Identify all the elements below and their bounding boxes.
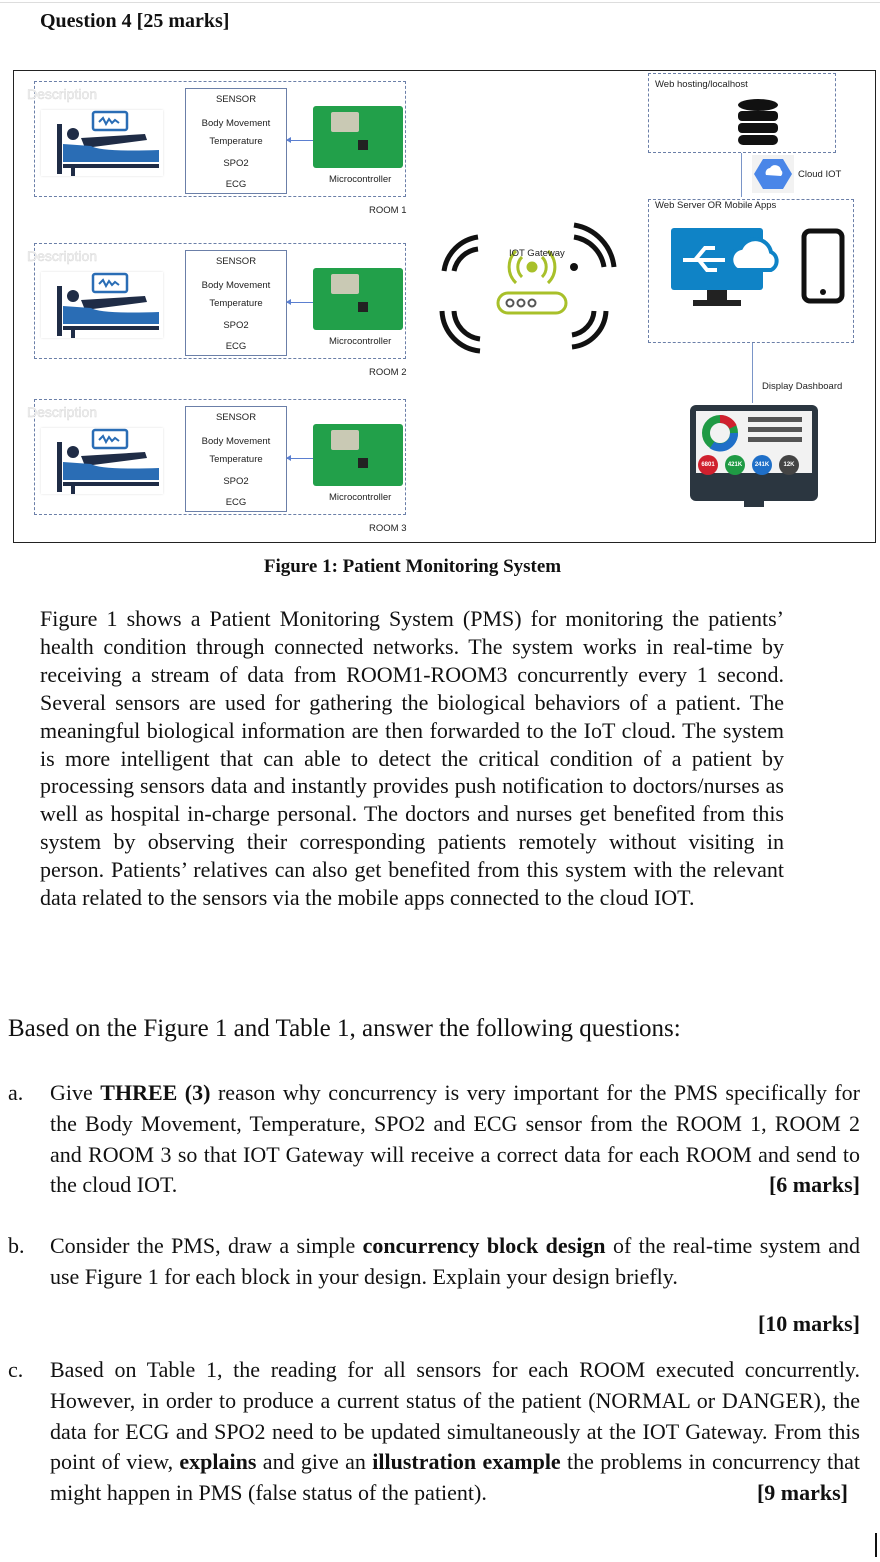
text: and give an: [256, 1449, 373, 1475]
figure-caption: Figure 1: Patient Monitoring System: [263, 556, 562, 577]
figure-patient-monitoring-system: [13, 70, 876, 543]
sensor-title: SENSOR: [215, 412, 257, 423]
marks: [6 marks]: [768, 1172, 860, 1198]
text: Consider the PMS, draw a simple: [50, 1233, 363, 1258]
text: the problems in concurrency that might happen in PMS (false status of the patient).: [50, 1449, 860, 1506]
question-label: c.: [8, 1357, 24, 1382]
patient-bed-icon: [41, 428, 163, 494]
room-label: ROOM 2: [369, 367, 407, 378]
text-cursor: [875, 1533, 877, 1557]
microcontroller-board-icon: [313, 424, 403, 486]
emphasis: THREE (3): [100, 1080, 211, 1105]
connector-line: [752, 343, 753, 403]
text: reason why concurrency is very important for the PMS specifically for the Body Movement, Temperature, SPO2 and ECG sensor from the ROOM 1, ROOM 2 and ROOM 3 so that IOT Gateway will receive a correct data for each ROOM and send to the cloud IOT.: [50, 1080, 860, 1198]
donut-chart-icon: [700, 413, 740, 453]
patient-bed-icon: [41, 110, 163, 176]
emphasis: concurrency block design: [362, 1233, 606, 1258]
sensor-item: Temperature: [209, 136, 263, 147]
sensor-item: ECG: [225, 497, 247, 508]
cloud-iot-icon: [752, 155, 794, 193]
sensor-item: ECG: [225, 179, 247, 190]
display-dashboard-label: Display Dashboard: [762, 381, 843, 392]
gateway-label: IOT Gateway: [509, 248, 565, 259]
computer-cloud-icon: [669, 224, 781, 312]
question-title: Question 4 [25 marks]: [40, 10, 230, 32]
sensor-item: Body Movement: [201, 436, 271, 447]
sensor-title: SENSOR: [215, 256, 257, 267]
description-label: Description: [27, 404, 98, 420]
arrow-icon: [287, 458, 313, 459]
connector-line: [741, 153, 742, 197]
mobile-phone-icon: [801, 228, 845, 304]
wifi-signal-icon: [434, 211, 624, 361]
description-label: Description: [27, 248, 98, 264]
sensor-box: [185, 88, 287, 194]
sensor-item: SPO2: [223, 476, 249, 487]
sensor-box: [185, 406, 287, 512]
room-2-box: [27, 243, 406, 359]
gateway-group: [434, 211, 624, 361]
dashboard-stat-badge: 421K: [725, 455, 745, 475]
arrow-icon: [287, 302, 313, 303]
question-a: [8, 1078, 860, 1201]
sensor-item: SPO2: [223, 158, 249, 169]
room-label: ROOM 1: [369, 205, 407, 216]
sensor-title: SENSOR: [215, 94, 257, 105]
arrow-icon: [287, 140, 313, 141]
microcontroller-board-icon: [313, 106, 403, 168]
text: Based on Table 1, the reading for all sensors for each ROOM executed concurrently. However, in order to produce a current status of the patient (NORMAL or DANGER), the data for ECG and SPO2 need to be updated simultaneously at the IOT Gateway. From this point of view,: [50, 1357, 860, 1475]
question-label: a.: [8, 1080, 24, 1105]
dashboard-monitor: [690, 405, 818, 501]
sensor-item: SPO2: [223, 320, 249, 331]
microcontroller-label: Microcontroller: [329, 492, 392, 503]
database-icon: [737, 98, 779, 146]
top-rule: [0, 2, 880, 3]
text: of the real-time system and use Figure 1 for each block in your design. Explain your design briefly.: [50, 1233, 860, 1289]
sensor-item: Body Movement: [201, 118, 271, 129]
description-label: Description: [27, 86, 98, 102]
dashboard-stat-badge: 12K: [779, 455, 799, 475]
web-server-box: [648, 199, 854, 343]
sensor-box: [185, 250, 287, 356]
question-c: [8, 1355, 860, 1509]
cloud-iot-label: Cloud IOT: [798, 169, 842, 180]
instructions: Based on the Figure 1 and Table 1, answer the following questions:: [8, 1015, 681, 1042]
marks: [9 marks]: [756, 1480, 848, 1506]
room-3-box: [27, 399, 406, 515]
sensor-item: Temperature: [209, 298, 263, 309]
sensor-item: Temperature: [209, 454, 263, 465]
room-1-box: [27, 81, 406, 197]
dashboard-stat-badge: 6801: [698, 455, 718, 475]
web-hosting-label: Web hosting/localhost: [655, 79, 748, 90]
marks: [10 marks]: [757, 1310, 860, 1336]
web-hosting-box: [648, 73, 836, 153]
patient-bed-icon: [41, 272, 163, 338]
dashboard-stat-badge: 241K: [752, 455, 772, 475]
question-b: [8, 1231, 860, 1339]
microcontroller-board-icon: [313, 268, 403, 330]
description-paragraph: Figure 1 shows a Patient Monitoring System (PMS) for monitoring the patients’ health condition through connected networks. The system works in real-time by receiving a stream of data from ROOM1-ROOM3 concurrently every 1 second. Several sensors are used for gathering the biological behaviors of a patient. The meaningful biological information are then forwarded to the IoT cloud. The system is more intelligent that can able to detect the critical condition of a patient by processing sensors data and instantly provides push notification to doctors/nurses as well as hospital in-charge personal. The doctors and nurses get benefited from this system by observing their corresponding patients remotely without visiting in person. Patients’ relatives can also get benefited from this system with the relevant data related to the sensors via the mobile apps connected to the cloud IOT.: [40, 606, 784, 911]
room-label: ROOM 3: [369, 523, 407, 534]
emphasis: explains: [179, 1449, 257, 1475]
web-server-label: Web Server OR Mobile Apps: [655, 200, 777, 211]
emphasis: illustration example: [372, 1449, 561, 1475]
question-label: b.: [8, 1233, 25, 1258]
sensor-item: ECG: [225, 341, 247, 352]
microcontroller-label: Microcontroller: [329, 174, 392, 185]
text: Give: [50, 1080, 101, 1105]
sensor-item: Body Movement: [201, 280, 271, 291]
microcontroller-label: Microcontroller: [329, 336, 392, 347]
